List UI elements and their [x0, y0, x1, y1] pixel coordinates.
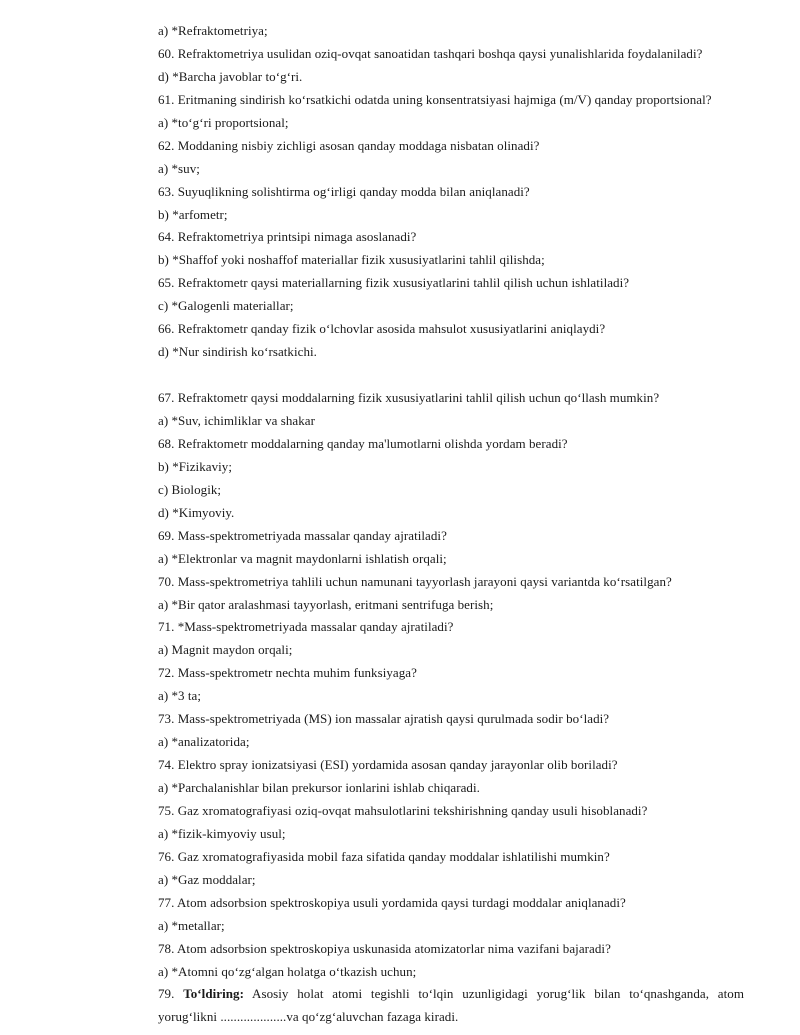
answer-line: a) *Suv, ichimliklar va shakar: [158, 413, 315, 428]
answer-line: a) *fizik-kimyoviy usul;: [158, 825, 286, 841]
question-line: 75. Gaz xromatografiyasi oziq-ovqat mahsulotlarini tekshirishning qanday usuli hisoblanadi?: [158, 802, 648, 818]
answer-line: a) *Bir qator aralashmasi tayyorlash, eritmani sentrifuga berish;: [158, 596, 494, 612]
question-line: 66. Refraktometr qanday fizik o‘lchovlar asosida mahsulot xususiyatlarini aniqlaydi?: [158, 321, 606, 337]
question-line: 62. Moddaning nisbiy zichligi asosan qanday moddaga nisbatan olinadi?: [158, 137, 540, 153]
question-line: 77. Atom adsorbsion spektroskopiya usuli yordamida qaysi turdagi moddalar aniqlanadi?: [158, 894, 626, 910]
answer-line: a) *Gaz moddalar;: [158, 871, 256, 887]
question-line: 65. Refraktometr qaysi materiallarning fizik xususiyatlarini tahlil qilish uchun ishlatiladi?: [158, 275, 630, 291]
question-line: 60. Refraktometriya usulidan oziq-ovqat sanoatidan tashqari boshqa qaysi yunalishlarida foydalaniladi?: [158, 45, 703, 61]
answer-line: a) *analizatorida;: [158, 734, 250, 750]
question-line: 76. Gaz xromatografiyasida mobil faza sifatida qanday moddalar ishlatilishi mumkin?: [158, 848, 610, 864]
question-line: 74. Elektro spray ionizatsiyasi (ESI) yordamida asosan qanday jarayonlar olib boriladi?: [158, 757, 618, 773]
answer-line: b) *arfometr;: [158, 206, 228, 222]
question-79-text: Asosiy holat atomi tegishli to‘lqin uzunligidagi yorug‘lik bilan to‘qnashganda, atom: [252, 986, 744, 1002]
answer-line: c) Biologik;: [158, 481, 222, 497]
question-line: 69. Mass-spektrometriyada massalar qanday ajratiladi?: [158, 527, 447, 543]
answer-line: a) *Elektronlar va magnit maydonlarni ishlatish orqali;: [158, 550, 447, 566]
question-line: 67. Refraktometr qaysi moddalarning fizik xususiyatlarini tahlil qilish uchun qo‘llash mumkin?: [158, 390, 660, 406]
answer-line: a) *to‘g‘ri proportsional;: [158, 114, 289, 130]
answer-line: b) *Shaffof yoki noshaffof materiallar fizik xususiyatlarini tahlil qilishda;: [158, 252, 545, 268]
question-line: 61. Eritmaning sindirish ko‘rsatkichi odatda uning konsentratsiyasi hajmiga (m/V) qanday proportsional?: [158, 91, 712, 107]
question-line: 68. Refraktometr moddalarning qanday ma'lumotlarni olishda yordam beradi?: [158, 435, 568, 451]
document-page: [158, 20, 744, 1029]
answer-line: a) *Atomni qo‘zg‘algan holatga o‘tkazish uchun;: [158, 963, 417, 979]
question-79-number: 79.: [158, 986, 175, 1002]
answer-line: d) *Nur sindirish ko‘rsatkichi.: [158, 344, 317, 360]
question-79-line-1: [158, 983, 744, 1006]
answer-line: a) *Refraktometriya;: [158, 23, 268, 38]
answer-line: a) *suv;: [158, 160, 200, 176]
answer-line: a) *metallar;: [158, 917, 225, 933]
question-line: 64. Refraktometriya printsipi nimaga asoslanadi?: [158, 229, 417, 245]
answer-line: d) *Barcha javoblar to‘g‘ri.: [158, 68, 303, 84]
answer-line: c) *Galogenli materiallar;: [158, 298, 294, 314]
question-line: 71. *Mass-spektrometriyada massalar qanday ajratiladi?: [158, 619, 454, 635]
blank-gap: [158, 364, 744, 387]
question-79-instruction: To‘ldiring:: [183, 986, 244, 1002]
question-line: 63. Suyuqlikning solishtirma og‘irligi qanday modda bilan aniqlanadi?: [158, 183, 530, 199]
answer-line: d) *Kimyoviy.: [158, 504, 235, 520]
question-line: 72. Mass-spektrometr nechta muhim funksiyaga?: [158, 665, 417, 681]
question-79-line-2: yorug‘likni ....................va qo‘zg‘aluvchan fazaga kiradi.: [158, 1009, 459, 1025]
question-line: 73. Mass-spektrometriyada (MS) ion massalar ajratish qaysi qurulmada sodir bo‘ladi?: [158, 711, 610, 727]
question-block-bottom: [158, 387, 744, 983]
answer-line: a) Magnit maydon orqali;: [158, 642, 293, 658]
question-line: 70. Mass-spektrometriya tahlili uchun namunani tayyorlash jarayoni qaysi variantda ko‘rsatilgan?: [158, 573, 672, 589]
question-line: 78. Atom adsorbsion spektroskopiya uskunasida atomizatorlar nima vazifani bajaradi?: [158, 940, 611, 956]
answer-line: a) *Parchalanishlar bilan prekursor ionlarini ishlab chiqaradi.: [158, 780, 480, 795]
question-block-top: [158, 20, 744, 364]
answer-line: a) *3 ta;: [158, 688, 202, 704]
answer-line: b) *Fizikaviy;: [158, 458, 232, 474]
